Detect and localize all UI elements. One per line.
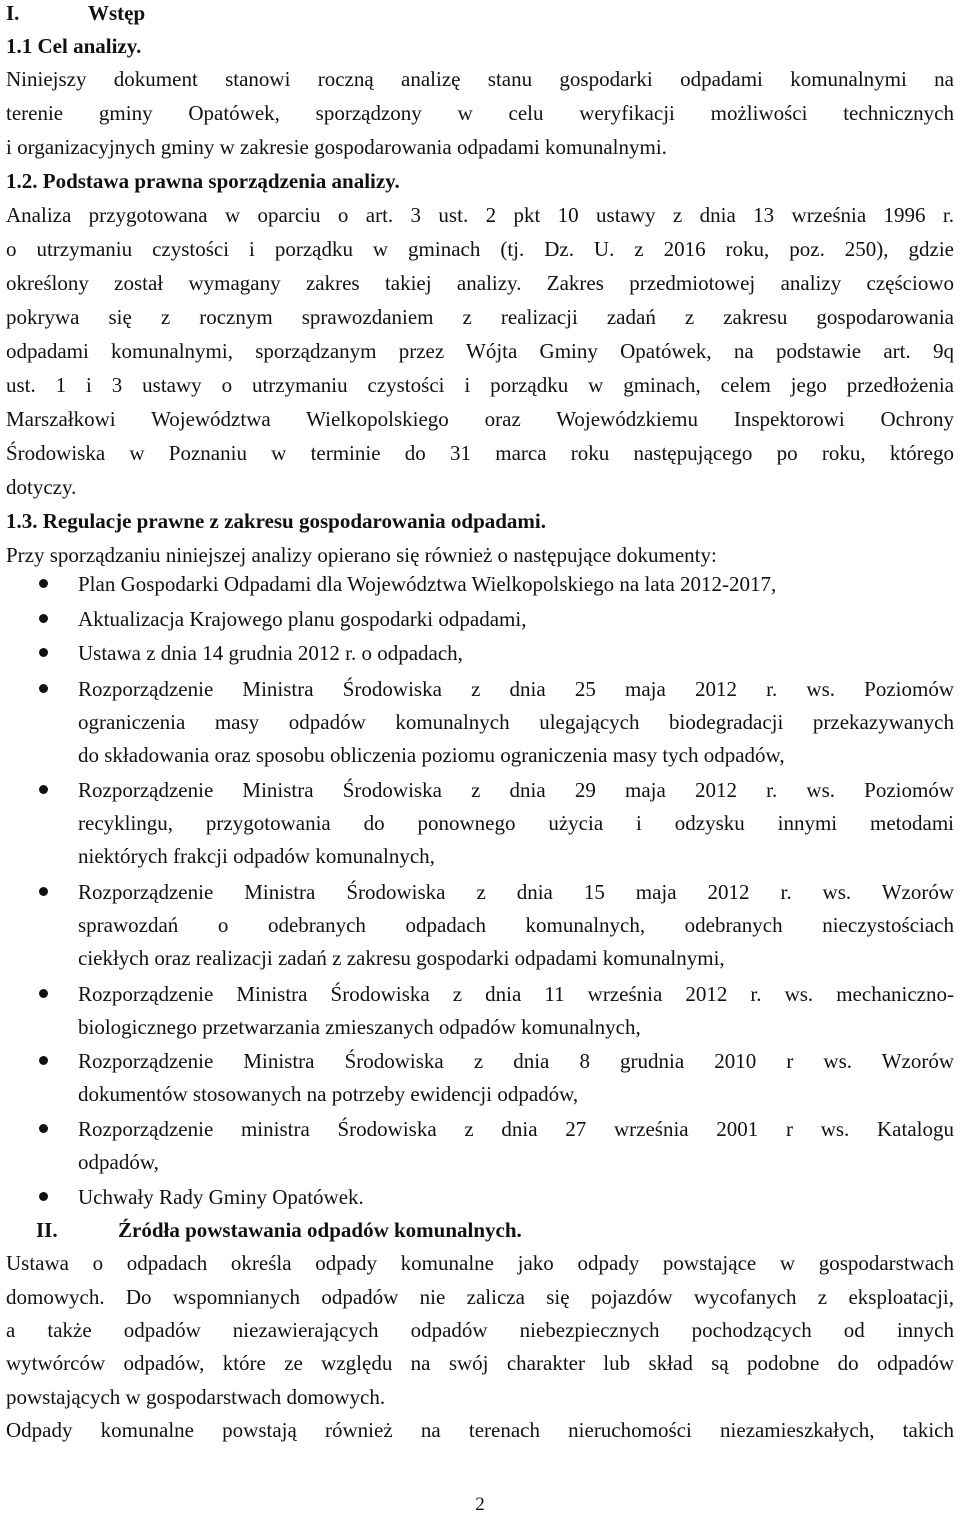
list-item-text: recyklingu, przygotowania do ponownego użycia i odzysku innymi metodami [78,811,954,835]
bullet-icon [39,1192,48,1201]
subsection-1-3-heading: 1.3. Regulacje prawne z zakresu gospodarowania odpadami. [6,509,547,533]
section-1-heading [6,0,954,26]
paragraph-line: Marszałkowi Województwa Wielkopolskiego oraz Wojewódzkiemu Inspektorowi Ochrony [6,407,954,431]
subsection-1-1-heading: 1.1 Cel analizy. [6,34,142,58]
section-number: II. [36,1218,58,1242]
list-item-text: Rozporządzenie Ministra Środowiska z dnia 29 maja 2012 r. ws. Poziomów [78,778,954,802]
list-item-text: biologicznego przetwarzania zmieszanych odpadów komunalnych, [78,1015,641,1039]
list-item-text: Rozporządzenie Ministra Środowiska z dnia 25 maja 2012 r. ws. Poziomów [78,677,954,701]
bullet-icon [39,614,48,623]
list-item-text: Uchwały Rady Gminy Opatówek. [78,1185,364,1209]
list-item-text: do składowania oraz sposobu obliczenia poziomu ograniczenia masy tych odpadów, [78,743,785,767]
list-item-text: ograniczenia masy odpadów komunalnych ulegających biodegradacji przekazywanych [78,710,954,734]
paragraph-line: pokrywa się z rocznym sprawozdaniem z realizacji zadań z zakresu gospodarowania [6,305,954,329]
paragraph-line: Niniejszy dokument stanowi roczną analizę stanu gospodarki odpadami komunalnymi na [6,67,954,91]
bullet-icon [39,1056,48,1065]
bullet-icon [39,579,48,588]
paragraph-line: Środowiska w Poznaniu w terminie do 31 marca roku następującego po roku, którego [6,441,954,465]
list-item-text: Plan Gospodarki Odpadami dla Województwa Wielkopolskiego na lata 2012-2017, [78,572,777,596]
paragraph-line: odpadami komunalnymi, sporządzanym przez Wójta Gminy Opatówek, na podstawie art. 9q [6,339,954,363]
section-title: Wstęp [88,1,146,25]
page-number: 2 [475,1494,485,1515]
paragraph-line: Odpady komunalne powstają również na terenach nieruchomości niezamieszkałych, takich [6,1418,954,1442]
paragraph-line: dotyczy. [6,475,77,499]
section-2-heading [6,1217,954,1243]
bullet-icon [39,887,48,896]
list-item-text: Rozporządzenie Ministra Środowiska z dnia 15 maja 2012 r. ws. Wzorów [78,880,954,904]
bullet-icon [39,785,48,794]
paragraph-line: ust. 1 i 3 ustawy o utrzymaniu czystości i porządku w gminach, celem jego przedłożenia [6,373,954,397]
paragraph-line: a także odpadów niezawierających odpadów niebezpiecznych pochodzących od innych [6,1318,954,1342]
bullet-icon [39,1124,48,1133]
bullet-icon [39,989,48,998]
paragraph-line: powstających w gospodarstwach domowych. [6,1385,386,1409]
bullet-icon [39,648,48,657]
paragraph-line: terenie gminy Opatówek, sporządzony w celu weryfikacji możliwości technicznych [6,101,954,125]
list-item-text: Aktualizacja Krajowego planu gospodarki odpadami, [78,607,527,631]
subsection-1-2-heading: 1.2. Podstawa prawna sporządzenia analizy. [6,169,400,193]
section-number: I. [6,1,20,25]
list-item-text: sprawozdań o odebranych odpadach komunalnych, odebranych nieczystościach [78,913,954,937]
paragraph-line: i organizacyjnych gminy w zakresie gospodarowania odpadami komunalnymi. [6,135,667,159]
list-item-text: Rozporządzenie Ministra Środowiska z dnia 11 września 2012 r. ws. mechaniczno- [78,982,954,1006]
list-item-text: Ustawa z dnia 14 grudnia 2012 r. o odpadach, [78,641,463,665]
list-item-text: dokumentów stosowanych na potrzeby ewidencji odpadów, [78,1082,579,1106]
paragraph-line: domowych. Do wspomnianych odpadów nie zalicza się pojazdów wycofanych z eksploatacji, [6,1285,954,1309]
list-item-text: niektórych frakcji odpadów komunalnych, [78,844,435,868]
bullet-icon [39,684,48,693]
list-item-text: ciekłych oraz realizacji zadań z zakresu gospodarki odpadami komunalnymi, [78,946,725,970]
list-item-text: odpadów, [78,1150,159,1174]
paragraph-line: Przy sporządzaniu niniejszej analizy opierano się również o następujące dokumenty: [6,543,717,567]
paragraph-line: Analiza przygotowana w oparciu o art. 3 ust. 2 pkt 10 ustawy z dnia 13 września 1996 r. [6,203,954,227]
paragraph-line: wytwórców odpadów, które ze względu na swój charakter lub skład są podobne do odpadów [6,1351,954,1375]
list-item-text: Rozporządzenie Ministra Środowiska z dnia 8 grudnia 2010 r ws. Wzorów [78,1049,954,1073]
paragraph-line: określony został wymagany zakres takiej analizy. Zakres przedmiotowej analizy częściowo [6,271,954,295]
paragraph-line: Ustawa o odpadach określa odpady komunalne jako odpady powstające w gospodarstwach [6,1251,954,1275]
list-item-text: Rozporządzenie ministra Środowiska z dnia 27 września 2001 r ws. Katalogu [78,1117,954,1141]
section-title: Źródła powstawania odpadów komunalnych. [118,1218,522,1242]
paragraph-line: o utrzymaniu czystości i porządku w gminach (tj. Dz. U. z 2016 roku, poz. 250), gdzie [6,237,954,261]
